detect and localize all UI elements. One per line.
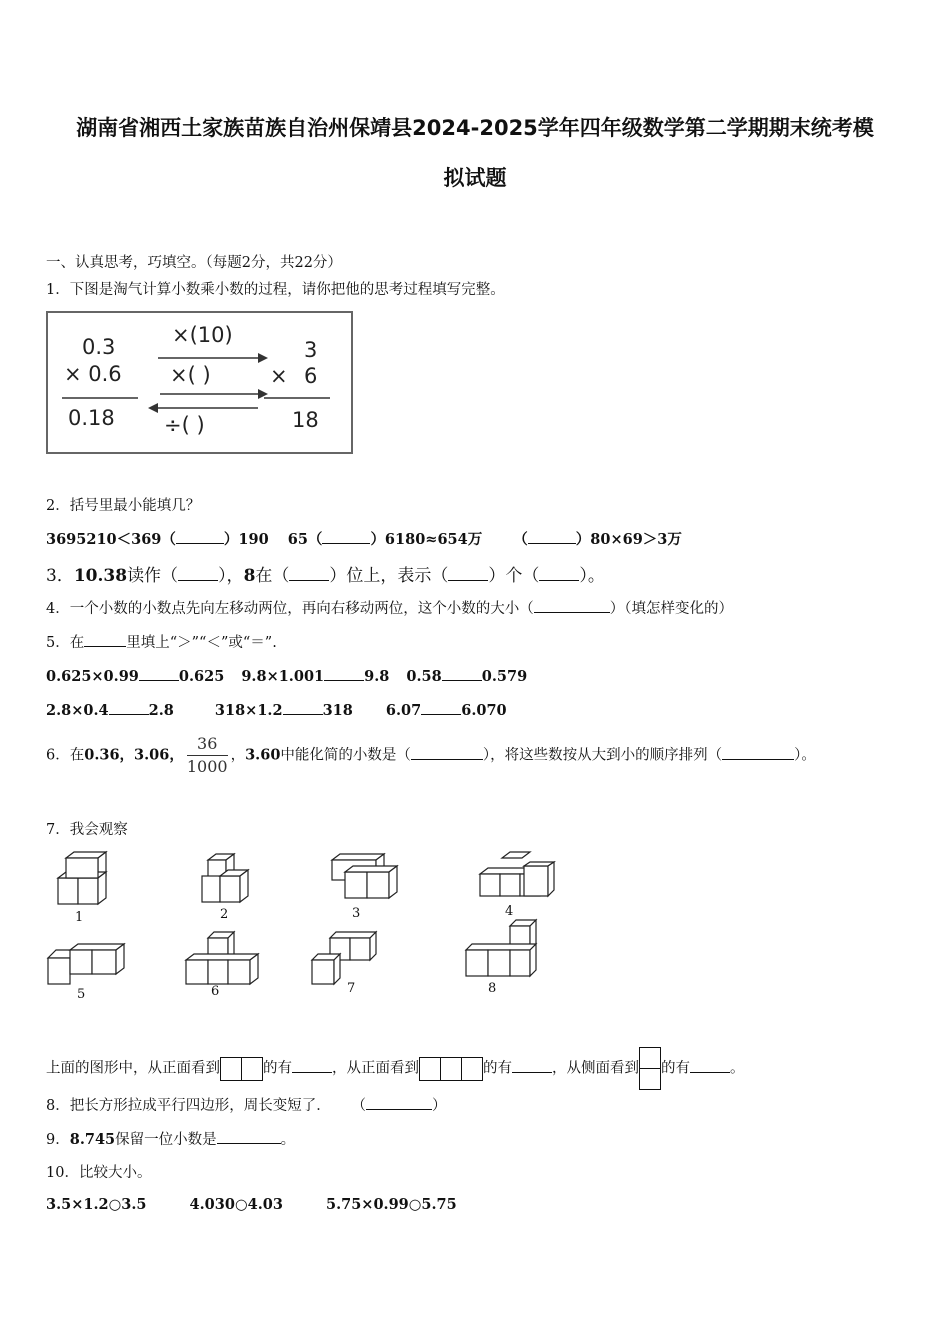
cube-figure-8 [466, 920, 536, 976]
answer-blank[interactable] [109, 700, 149, 715]
cube-figure-6 [186, 932, 258, 984]
question-7: 7．我会观察 [46, 822, 128, 838]
question-4: 4．一个小数的小数点先向左移动两位，再向右移动两位，这个小数的大小（ ）（填怎样变化的） [46, 597, 733, 618]
arrow-label-multiply-blank: ×( ) [170, 363, 211, 387]
page-title-line2: 拟试题 [443, 166, 507, 190]
question-10: 10．比较大小。 [46, 1165, 152, 1181]
answer-blank[interactable] [289, 566, 329, 581]
right-top-number: 3 [304, 338, 318, 362]
answer-blank[interactable] [283, 700, 323, 715]
question-8: 8．把长方形拉成平行四边形，周长变短了． （ ） [46, 1094, 446, 1115]
left-mid-number: × 0.6 [64, 362, 122, 386]
answer-blank[interactable] [411, 745, 483, 760]
answer-blank[interactable] [176, 529, 224, 544]
question-7-answer: 上面的图形中，从正面看到 的有 ，从正面看到 的有 ，从侧面看到 的有 。 [46, 1047, 745, 1090]
arrow-label-divide-blank: ÷( ) [164, 413, 205, 437]
answer-blank[interactable] [324, 666, 364, 681]
question-6: 6．在0.36，3.06， $\frac{36}{1000}$ ，3.60中能化简的小数是（ ），将这些数按从大到小的顺序排列（ ）。 [46, 734, 816, 776]
answer-blank[interactable] [690, 1058, 730, 1073]
figure-label-6: 6 [211, 984, 220, 999]
answer-blank[interactable] [722, 745, 794, 760]
answer-blank[interactable] [448, 566, 488, 581]
cube-figure-7 [312, 932, 376, 984]
question-5-row-2: 2.8×0.4 2.8 318×1.2 318 6.07 6.070 [46, 702, 507, 719]
left-result: 0.18 [68, 406, 115, 430]
question-9: 9．8.745保留一位小数是 。 [46, 1131, 296, 1148]
figure-label-4: 4 [505, 904, 514, 919]
answer-blank[interactable] [322, 529, 370, 544]
cube-figure-5 [48, 944, 124, 984]
question-10-items: 3.5×1.2○3.5 4.030○4.03 5.75×0.99○5.75 [46, 1196, 457, 1213]
answer-blank[interactable] [442, 666, 482, 681]
front-view-three-squares-c [462, 1057, 483, 1081]
answer-blank[interactable] [512, 1058, 552, 1073]
question-5: 5．在 里填上“＞”“＜”或“＝”. [46, 631, 277, 652]
figure-label-5: 5 [77, 987, 86, 1002]
question-1: 1．下图是淘气计算小数乘小数的过程，请你把他的思考过程填写完整。 [46, 282, 505, 298]
answer-blank[interactable] [84, 632, 126, 647]
front-view-three-squares-b [441, 1057, 462, 1081]
question-3: 3．10.38读作（ ），8在（ ）位上，表示（ ）个（ ）。 [46, 566, 605, 586]
answer-blank[interactable] [139, 666, 179, 681]
answer-blank[interactable] [217, 1129, 281, 1144]
answer-blank[interactable] [292, 1058, 332, 1073]
right-mid-number: 6 [304, 364, 318, 388]
page-title-line1: 湖南省湘西土家族苗族自治州保靖县2024-2025学年四年级数学第二学期期末统考模 [76, 116, 874, 140]
right-result: 18 [292, 408, 319, 432]
answer-blank[interactable] [534, 598, 610, 613]
side-view-stacked-squares [639, 1047, 661, 1090]
fraction: $\frac{36}{1000}$ [186, 734, 228, 776]
figure-label-1: 1 [75, 910, 84, 925]
question-2-items: 3695210＜369（ ）190 65（ ）6180≈654万 （ ）80×69＞3万 [46, 531, 682, 548]
section-heading: 一、认真思考，巧填空。（每题2分，共22分） [46, 255, 342, 271]
cube-figure-4 [480, 852, 554, 896]
answer-blank[interactable] [366, 1095, 432, 1110]
figure-label-7: 7 [347, 981, 356, 996]
cube-figures [40, 850, 580, 1010]
figure-label-3: 3 [352, 906, 361, 921]
figure-label-8: 8 [488, 981, 497, 996]
front-view-two-squares-a [220, 1057, 242, 1081]
answer-blank[interactable] [528, 529, 576, 544]
answer-blank[interactable] [178, 566, 218, 581]
answer-blank[interactable] [539, 566, 579, 581]
answer-blank[interactable] [421, 700, 461, 715]
right-mid-sign: × [270, 364, 288, 388]
front-view-two-squares-b [242, 1057, 263, 1081]
calculation-diagram [46, 311, 353, 454]
cube-figure-2 [202, 854, 248, 902]
front-view-three-squares-a [419, 1057, 441, 1081]
figure-label-2: 2 [220, 907, 229, 922]
left-top-number: 0.3 [82, 335, 116, 359]
cube-figure-1 [58, 852, 106, 904]
question-2: 2．括号里最小能填几？ [46, 498, 201, 514]
cube-figure-3 [332, 854, 397, 898]
question-5-row-1: 0.625×0.99 0.625 9.8×1.001 9.8 0.58 0.579 [46, 668, 528, 685]
arrow-label-multiply-10: ×(10) [172, 323, 233, 347]
